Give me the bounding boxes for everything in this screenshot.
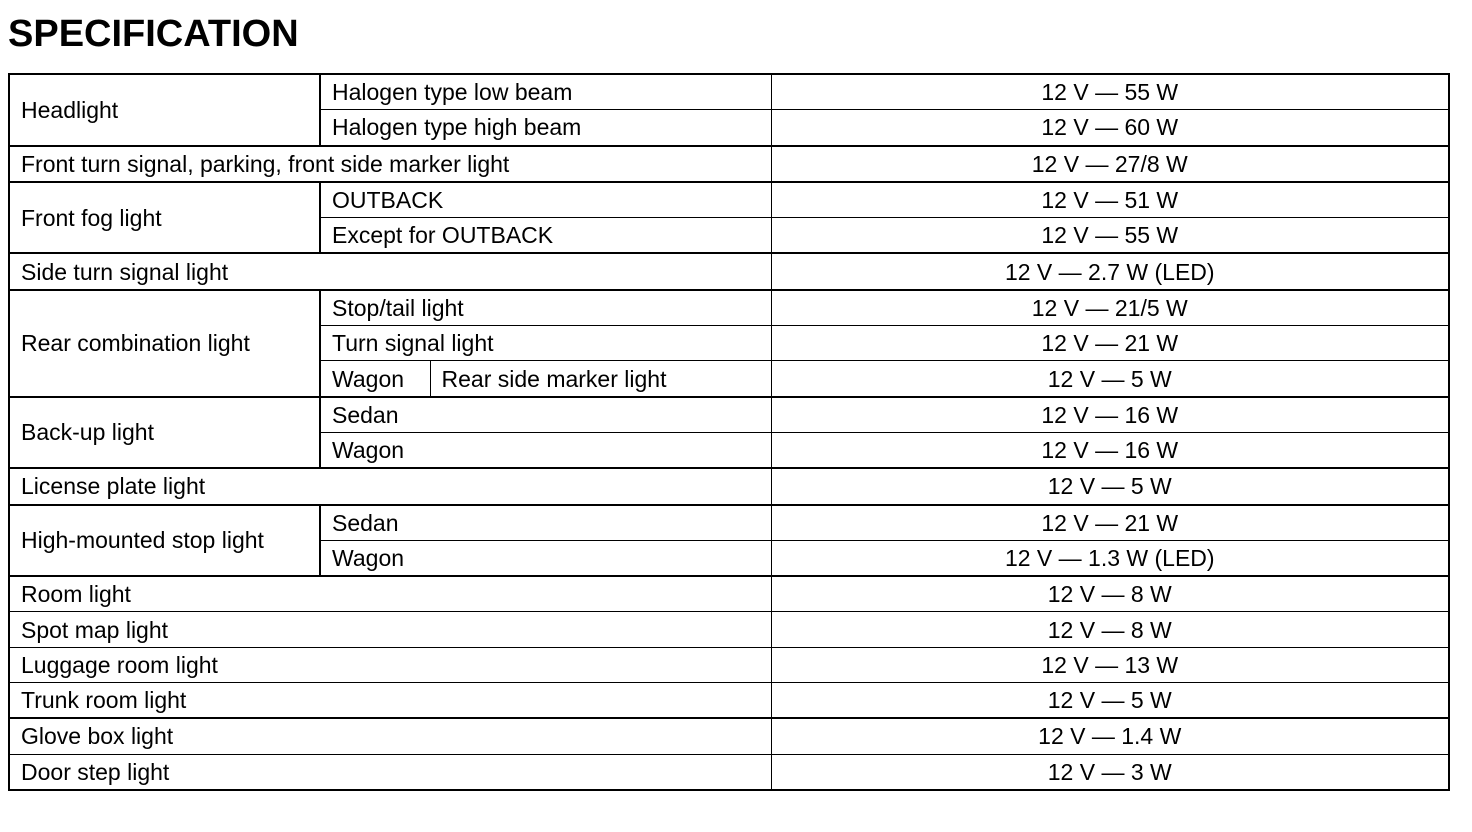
table-row: [9, 683, 1449, 719]
back-up-sedan-value: 12 V — 16 W: [771, 397, 1449, 433]
specification-table: [8, 73, 1450, 791]
back-up-sedan-label: Sedan: [320, 397, 771, 433]
table-row: [9, 718, 1449, 754]
trunk-room-label: Trunk room light: [9, 683, 771, 719]
table-row: [9, 74, 1449, 110]
front-fog-except-value: 12 V — 55 W: [771, 218, 1449, 254]
table-row: [9, 754, 1449, 790]
back-up-wagon-value: 12 V — 16 W: [771, 432, 1449, 468]
room-light-label: Room light: [9, 576, 771, 612]
headlight-low-beam-value: 12 V — 55 W: [771, 74, 1449, 110]
spot-map-label: Spot map light: [9, 612, 771, 647]
front-fog-outback-value: 12 V — 51 W: [771, 182, 1449, 218]
front-fog-except-label: Except for OUTBACK: [320, 218, 771, 254]
back-up-label: Back-up light: [9, 397, 320, 469]
front-fog-outback-label: OUTBACK: [320, 182, 771, 218]
luggage-room-value: 12 V — 13 W: [771, 647, 1449, 682]
high-mounted-stop-label: High-mounted stop light: [9, 505, 320, 577]
rear-combination-stop-tail-label: Stop/tail light: [320, 290, 771, 326]
table-row: [9, 612, 1449, 647]
back-up-wagon-label: Wagon: [320, 432, 771, 468]
high-mounted-stop-wagon-value: 12 V — 1.3 W (LED): [771, 540, 1449, 576]
rear-combination-turn-signal-value: 12 V — 21 W: [771, 326, 1449, 361]
rear-side-marker-value: 12 V — 5 W: [771, 361, 1449, 397]
license-plate-label: License plate light: [9, 468, 771, 504]
rear-side-marker-label: Rear side marker light: [430, 361, 771, 397]
high-mounted-stop-wagon-label: Wagon: [320, 540, 771, 576]
headlight-label: Headlight: [9, 74, 320, 146]
table-row: [9, 647, 1449, 682]
door-step-value: 12 V — 3 W: [771, 754, 1449, 790]
side-turn-signal-value: 12 V — 2.7 W (LED): [771, 253, 1449, 289]
front-turn-signal-value: 12 V — 27/8 W: [771, 146, 1449, 182]
table-row: [9, 576, 1449, 612]
headlight-high-beam-label: Halogen type high beam: [320, 110, 771, 146]
front-fog-label: Front fog light: [9, 182, 320, 254]
headlight-high-beam-value: 12 V — 60 W: [771, 110, 1449, 146]
high-mounted-stop-sedan-label: Sedan: [320, 505, 771, 541]
spot-map-value: 12 V — 8 W: [771, 612, 1449, 647]
rear-combination-wagon-label: Wagon: [320, 361, 430, 397]
headlight-low-beam-label: Halogen type low beam: [320, 74, 771, 110]
table-row: [9, 146, 1449, 182]
trunk-room-value: 12 V — 5 W: [771, 683, 1449, 719]
page-title: SPECIFICATION: [8, 13, 299, 55]
side-turn-signal-label: Side turn signal light: [9, 253, 771, 289]
table-row: [9, 468, 1449, 504]
table-row: [9, 505, 1449, 541]
table-row: [9, 397, 1449, 433]
table-row: [9, 182, 1449, 218]
room-light-value: 12 V — 8 W: [771, 576, 1449, 612]
rear-combination-stop-tail-value: 12 V — 21/5 W: [771, 290, 1449, 326]
luggage-room-label: Luggage room light: [9, 647, 771, 682]
license-plate-value: 12 V — 5 W: [771, 468, 1449, 504]
glove-box-value: 12 V — 1.4 W: [771, 718, 1449, 754]
high-mounted-stop-sedan-value: 12 V — 21 W: [771, 505, 1449, 541]
rear-combination-turn-signal-label: Turn signal light: [320, 326, 771, 361]
table-row: [9, 290, 1449, 326]
glove-box-label: Glove box light: [9, 718, 771, 754]
rear-combination-label: Rear combination light: [9, 290, 320, 397]
door-step-label: Door step light: [9, 754, 771, 790]
table-row: [9, 253, 1449, 289]
front-turn-signal-label: Front turn signal, parking, front side marker light: [9, 146, 771, 182]
